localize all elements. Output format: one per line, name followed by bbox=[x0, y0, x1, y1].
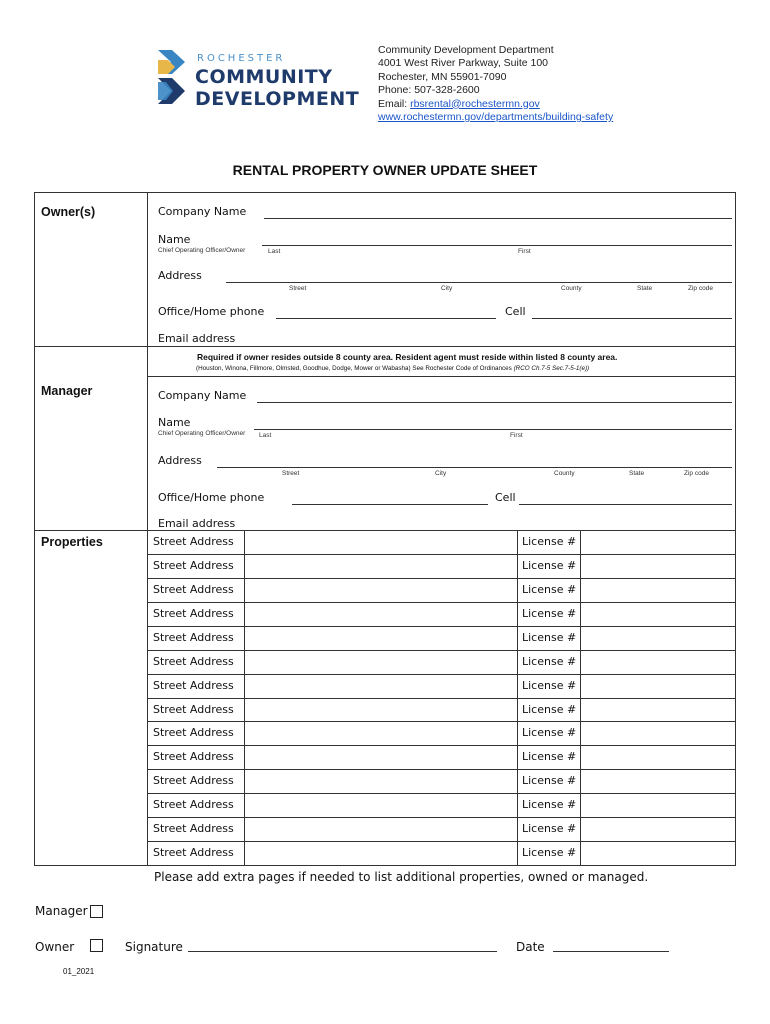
property-license-label: License # bbox=[522, 774, 577, 787]
contact-email-link[interactable]: rbsrental@rochestermn.gov bbox=[410, 97, 540, 110]
property-license-label: License # bbox=[522, 583, 577, 596]
manager-address-label: Address bbox=[158, 454, 202, 467]
date-label: Date bbox=[516, 940, 545, 954]
property-license-field[interactable] bbox=[581, 603, 735, 625]
owner-checkbox[interactable] bbox=[90, 939, 103, 952]
owner-name-sub: Chief Operating Officer/Owner bbox=[158, 247, 246, 254]
property-license-label: License # bbox=[522, 559, 577, 572]
owner-email-label: Email address bbox=[158, 332, 236, 345]
contact-email-label: Email: bbox=[378, 97, 411, 110]
property-license-field[interactable] bbox=[581, 746, 735, 768]
manager-state-caption: State bbox=[629, 470, 645, 477]
signature-field[interactable] bbox=[188, 951, 497, 952]
property-street-label: Street Address bbox=[153, 774, 234, 787]
owner-company-label: Company Name bbox=[158, 205, 247, 218]
manager-name-field[interactable] bbox=[254, 429, 732, 430]
property-street-field[interactable] bbox=[245, 794, 516, 816]
property-street-field[interactable] bbox=[245, 579, 516, 601]
property-street-field[interactable] bbox=[245, 627, 516, 649]
manager-name-label: Name bbox=[158, 416, 191, 429]
property-street-field[interactable] bbox=[245, 531, 516, 553]
contact-dept: Community Development Department bbox=[378, 44, 554, 56]
property-street-field[interactable] bbox=[245, 603, 516, 625]
property-license-label: License # bbox=[522, 679, 577, 692]
owner-cell-field[interactable] bbox=[532, 318, 732, 319]
owner-county-caption: County bbox=[561, 285, 582, 292]
owner-street-caption: Street bbox=[289, 285, 307, 292]
property-license-label: License # bbox=[522, 726, 577, 739]
owner-city-caption: City bbox=[441, 285, 453, 292]
manager-section-sep bbox=[34, 530, 148, 531]
property-license-field[interactable] bbox=[581, 770, 735, 792]
property-license-label: License # bbox=[522, 655, 577, 668]
contact-website-link[interactable]: www.rochestermn.gov/departments/building-safety bbox=[378, 111, 614, 124]
manager-cell-field[interactable] bbox=[519, 504, 732, 505]
manager-company-field[interactable] bbox=[257, 402, 732, 403]
manager-last-caption: Last bbox=[259, 432, 272, 439]
property-street-label: Street Address bbox=[153, 822, 234, 835]
property-street-field[interactable] bbox=[245, 770, 516, 792]
manager-street-caption: Street bbox=[282, 470, 300, 477]
manager-section-header: Manager bbox=[41, 384, 93, 398]
property-license-label: License # bbox=[522, 535, 577, 548]
logo-line2-text: DEVELOPMENT bbox=[195, 88, 360, 110]
owner-last-caption: Last bbox=[268, 248, 281, 255]
property-license-label: License # bbox=[522, 798, 577, 811]
property-street-field[interactable] bbox=[245, 746, 516, 768]
contact-address1: 4001 West River Parkway, Suite 100 bbox=[378, 57, 549, 70]
property-license-label: License # bbox=[522, 822, 577, 835]
manager-cell-label: Cell bbox=[495, 491, 516, 504]
property-street-label: Street Address bbox=[153, 583, 234, 596]
property-license-field[interactable] bbox=[581, 675, 735, 697]
section-divider bbox=[147, 192, 148, 866]
manager-phone-label: Office/Home phone bbox=[158, 491, 265, 504]
page-title: RENTAL PROPERTY OWNER UPDATE SHEET bbox=[232, 162, 538, 178]
owner-state-caption: State bbox=[637, 285, 653, 292]
owner-address-field[interactable] bbox=[226, 282, 732, 283]
property-license-field[interactable] bbox=[581, 722, 735, 744]
property-license-field[interactable] bbox=[581, 818, 735, 840]
form-version-code: 01_2021 bbox=[63, 967, 95, 976]
manager-city-caption: City bbox=[435, 470, 447, 477]
logo-city-text: ROCHESTER bbox=[197, 53, 286, 64]
property-license-label: License # bbox=[522, 846, 577, 859]
property-street-field[interactable] bbox=[245, 675, 516, 697]
property-street-label: Street Address bbox=[153, 655, 234, 668]
logo-mark-icon bbox=[156, 50, 186, 108]
owner-section-header: Owner(s) bbox=[41, 205, 96, 219]
property-license-field[interactable] bbox=[581, 651, 735, 673]
property-street-label: Street Address bbox=[153, 631, 234, 644]
manager-checkbox-label: Manager bbox=[35, 904, 88, 918]
contact-address2: Rochester, MN 55901-7090 bbox=[378, 70, 507, 83]
owner-name-field[interactable] bbox=[262, 245, 732, 246]
manager-zip-caption: Zip code bbox=[684, 470, 709, 477]
contact-block bbox=[378, 44, 613, 124]
property-street-label: Street Address bbox=[153, 750, 234, 763]
manager-phone-field[interactable] bbox=[292, 504, 488, 505]
owner-phone-label: Office/Home phone bbox=[158, 305, 265, 318]
property-street-label: Street Address bbox=[153, 535, 234, 548]
owner-name-label: Name bbox=[158, 233, 191, 246]
property-street-field[interactable] bbox=[245, 818, 516, 840]
manager-checkbox[interactable] bbox=[90, 905, 103, 918]
property-street-field[interactable] bbox=[245, 722, 516, 744]
property-license-field[interactable] bbox=[581, 627, 735, 649]
manager-address-field[interactable] bbox=[217, 467, 732, 468]
owner-section-sep bbox=[34, 346, 148, 347]
manager-company-label: Company Name bbox=[158, 389, 247, 402]
manager-email-label: Email address bbox=[158, 517, 236, 530]
property-street-label: Street Address bbox=[153, 703, 234, 716]
signature-label: Signature bbox=[125, 940, 183, 954]
property-street-label: Street Address bbox=[153, 559, 234, 572]
property-street-field[interactable] bbox=[245, 555, 516, 577]
property-license-label: License # bbox=[522, 631, 577, 644]
owner-cell-label: Cell bbox=[505, 305, 526, 318]
property-license-label: License # bbox=[522, 703, 577, 716]
date-field[interactable] bbox=[553, 951, 669, 952]
owner-email-line[interactable] bbox=[148, 346, 736, 347]
contact-phone: Phone: 507-328-2600 bbox=[378, 84, 480, 97]
properties-note: Please add extra pages if needed to list additional properties, owned or managed. bbox=[154, 870, 649, 884]
owner-first-caption: First bbox=[518, 248, 531, 255]
property-license-label: License # bbox=[522, 750, 577, 763]
owner-required-subnote: (Houston, Winona, Fillmore, Olmsted, Goodhue, Dodge, Mower or Wabasha) See Rochester Code of Ordinances (RCO Ch.7-5 Sec.7-5-1(e)) bbox=[196, 365, 590, 372]
manager-first-caption: First bbox=[510, 432, 523, 439]
owner-checkbox-label: Owner bbox=[35, 940, 75, 954]
required-separator bbox=[148, 376, 736, 377]
property-license-field[interactable] bbox=[581, 531, 735, 553]
property-license-field[interactable] bbox=[581, 555, 735, 577]
property-license-field[interactable] bbox=[581, 579, 735, 601]
property-license-field[interactable] bbox=[581, 842, 735, 864]
owner-required-note: Required if owner resides outside 8 county area. Resident agent must reside within listed 8 county area. bbox=[197, 352, 618, 362]
property-street-label: Street Address bbox=[153, 846, 234, 859]
property-license-label: License # bbox=[522, 607, 577, 620]
properties-section-header: Properties bbox=[41, 535, 103, 549]
owner-company-field[interactable] bbox=[264, 218, 732, 219]
property-license-field[interactable] bbox=[581, 699, 735, 721]
property-license-field[interactable] bbox=[581, 794, 735, 816]
owner-zip-caption: Zip code bbox=[688, 285, 713, 292]
property-street-label: Street Address bbox=[153, 798, 234, 811]
manager-name-sub: Chief Operating Officer/Owner bbox=[158, 430, 246, 437]
property-street-label: Street Address bbox=[153, 607, 234, 620]
property-street-field[interactable] bbox=[245, 651, 516, 673]
owner-phone-field[interactable] bbox=[276, 318, 496, 319]
property-street-label: Street Address bbox=[153, 726, 234, 739]
property-street-field[interactable] bbox=[245, 699, 516, 721]
property-street-label: Street Address bbox=[153, 679, 234, 692]
owner-address-label: Address bbox=[158, 269, 202, 282]
property-street-field[interactable] bbox=[245, 842, 516, 864]
logo-line1-text: COMMUNITY bbox=[195, 66, 333, 88]
manager-county-caption: County bbox=[554, 470, 575, 477]
